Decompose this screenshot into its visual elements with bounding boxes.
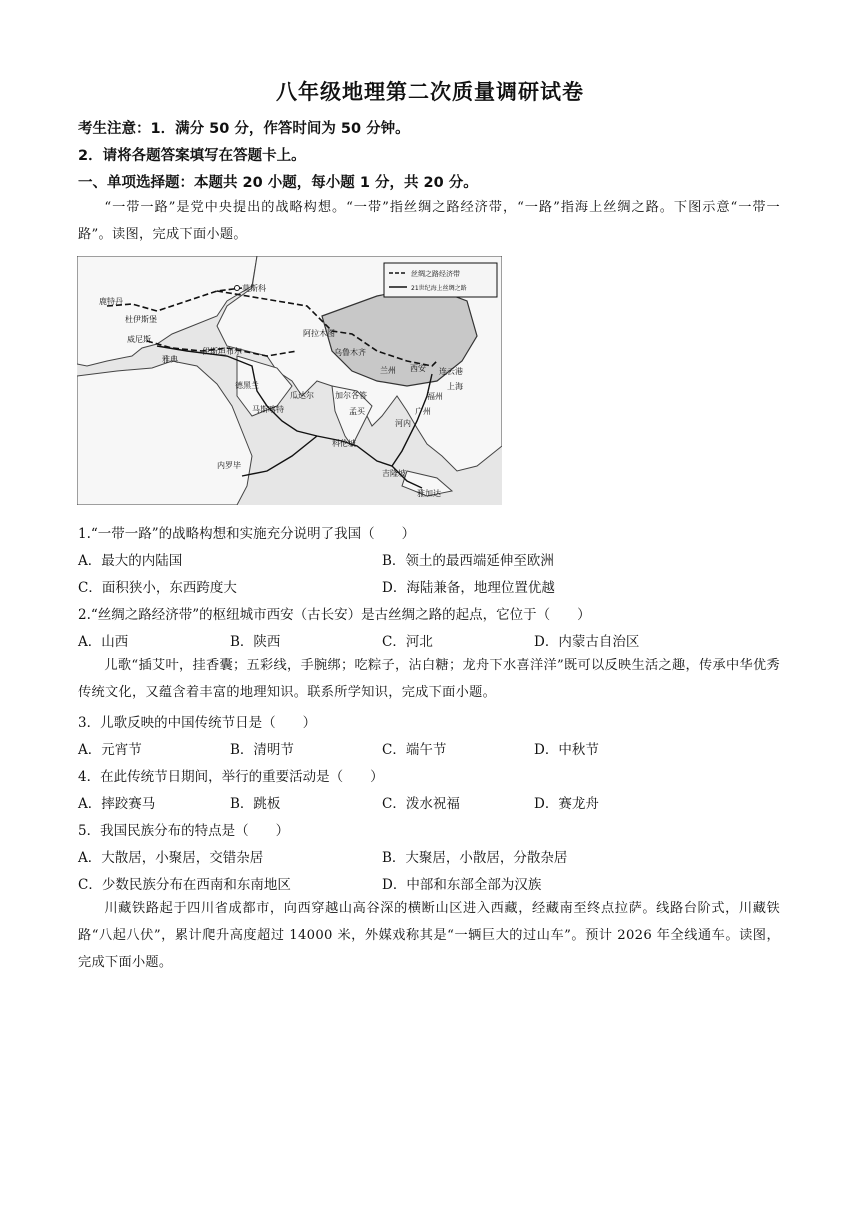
legend-road-label: 21世纪海上丝绸之路 (411, 285, 467, 292)
q5-option-a: A．大散居，小聚居，交错杂居 (78, 850, 264, 866)
q3-option-b: B．清明节 (230, 742, 294, 758)
city-shanghai: 上海 (447, 382, 463, 391)
city-colombo: 科伦坡 (332, 439, 356, 448)
city-hanoi: 河内 (395, 419, 411, 428)
city-jakarta: 雅加达 (417, 489, 441, 498)
city-gwadar: 瓜达尔 (290, 391, 314, 400)
q5-option-c: C．少数民族分布在西南和东南地区 (78, 877, 291, 893)
question-3-stem: 3．儿歌反映的中国传统节日是（ ） (78, 715, 317, 731)
q4-option-c: C．泼水祝福 (382, 796, 460, 812)
exam-title: 八年级地理第二次质量调研试卷 (276, 80, 584, 104)
question-2-stem: 2.“丝绸之路经济带”的枢纽城市西安（古长安）是古丝绸之路的起点，它位于（ ） (78, 607, 591, 623)
city-mumbai: 孟买 (349, 407, 365, 416)
q1-option-c: C．面积狭小，东西跨度大 (78, 580, 237, 596)
city-almaty: 阿拉木图 (303, 329, 335, 338)
city-rotterdam: 鹿特丹 (99, 297, 123, 306)
q2-option-a: A．山西 (78, 634, 129, 650)
belt-road-map (77, 256, 502, 505)
city-moscow: 莫斯科 (242, 284, 266, 293)
q3-option-d: D．中秋节 (534, 742, 599, 758)
city-fuzhou: 福州 (427, 392, 443, 401)
city-kuala-lumpur: 吉隆坡 (382, 469, 406, 478)
question-1-stem: 1.“一带一路”的战略构想和实施充分说明了我国（ ） (78, 526, 416, 542)
q4-option-b: B．跳板 (230, 796, 281, 812)
q5-option-b: B．大聚居，小散居，分散杂居 (382, 850, 568, 866)
q3-option-a: A．元宵节 (78, 742, 142, 758)
city-lianyungang: 连云港 (439, 367, 463, 376)
passage-belt-road: “一带一路”是党中央提出的战略构想。“一带”指丝绸之路经济带，“一路”指海上丝绸之路。下图示意“一带一路”。读图，完成下面小题。 (78, 200, 780, 242)
section-heading: 一、单项选择题：本题共 20 小题，每小题 1 分，共 20 分。 (78, 175, 478, 191)
city-duisburg: 杜伊斯堡 (125, 315, 157, 324)
city-urumqi: 乌鲁木齐 (334, 348, 366, 357)
city-athens: 雅典 (162, 355, 178, 364)
q1-option-d: D．海陆兼备，地理位置优越 (382, 580, 555, 596)
city-muscat: 马斯喀特 (252, 405, 284, 414)
notice-line-2: 2．请将各题答案填写在答题卡上。 (78, 148, 306, 164)
q1-option-a: A．最大的内陆国 (78, 553, 183, 569)
city-istanbul: 伊斯坦布尔 (202, 347, 242, 356)
passage-sichuan-tibet-railway: 川藏铁路起于四川省成都市，向西穿越山高谷深的横断山区进入西藏，经藏南至终点拉萨。线路台阶式，川藏铁路“八起八伏”，累计爬升高度超过 14000 米，外媒戏称其是“一辆巨大的过山车”。预计 2026 年全线通车。读图，完成下面小题。 (78, 901, 780, 970)
passage-folk-song: 儿歌“插艾叶，挂香囊；五彩线，手腕绑；吃粽子，沾白糖；龙舟下水喜洋洋”既可以反映生活之趣，传承中华优秀传统文化，又蕴含着丰富的地理知识。联系所学知识，完成下面小题。 (78, 658, 780, 700)
question-5-stem: 5．我国民族分布的特点是（ ） (78, 823, 290, 839)
q3-option-c: C．端午节 (382, 742, 447, 758)
city-tehran: 德黑兰 (235, 381, 259, 390)
q4-option-d: D．赛龙舟 (534, 796, 599, 812)
city-guangzhou: 广州 (415, 407, 431, 416)
q2-option-c: C．河北 (382, 634, 433, 650)
city-kolkata: 加尔各答 (335, 391, 367, 400)
question-4-stem: 4．在此传统节日期间，举行的重要活动是（ ） (78, 769, 384, 785)
notice-line-1: 考生注意：1．满分 50 分，作答时间为 50 分钟。 (78, 121, 410, 137)
q4-option-a: A．摔跤赛马 (78, 796, 156, 812)
city-lanzhou: 兰州 (380, 366, 396, 375)
q2-option-b: B．陕西 (230, 634, 281, 650)
city-nairobi: 内罗毕 (217, 461, 241, 470)
city-venice: 威尼斯 (127, 335, 151, 344)
city-xian: 西安 (410, 364, 426, 373)
legend-belt-label: 丝绸之路经济带 (411, 270, 460, 278)
q2-option-d: D．内蒙古自治区 (534, 634, 640, 650)
q5-option-d: D．中部和东部全部为汉族 (382, 877, 542, 893)
q1-option-b: B．领土的最西端延伸至欧洲 (382, 553, 554, 569)
